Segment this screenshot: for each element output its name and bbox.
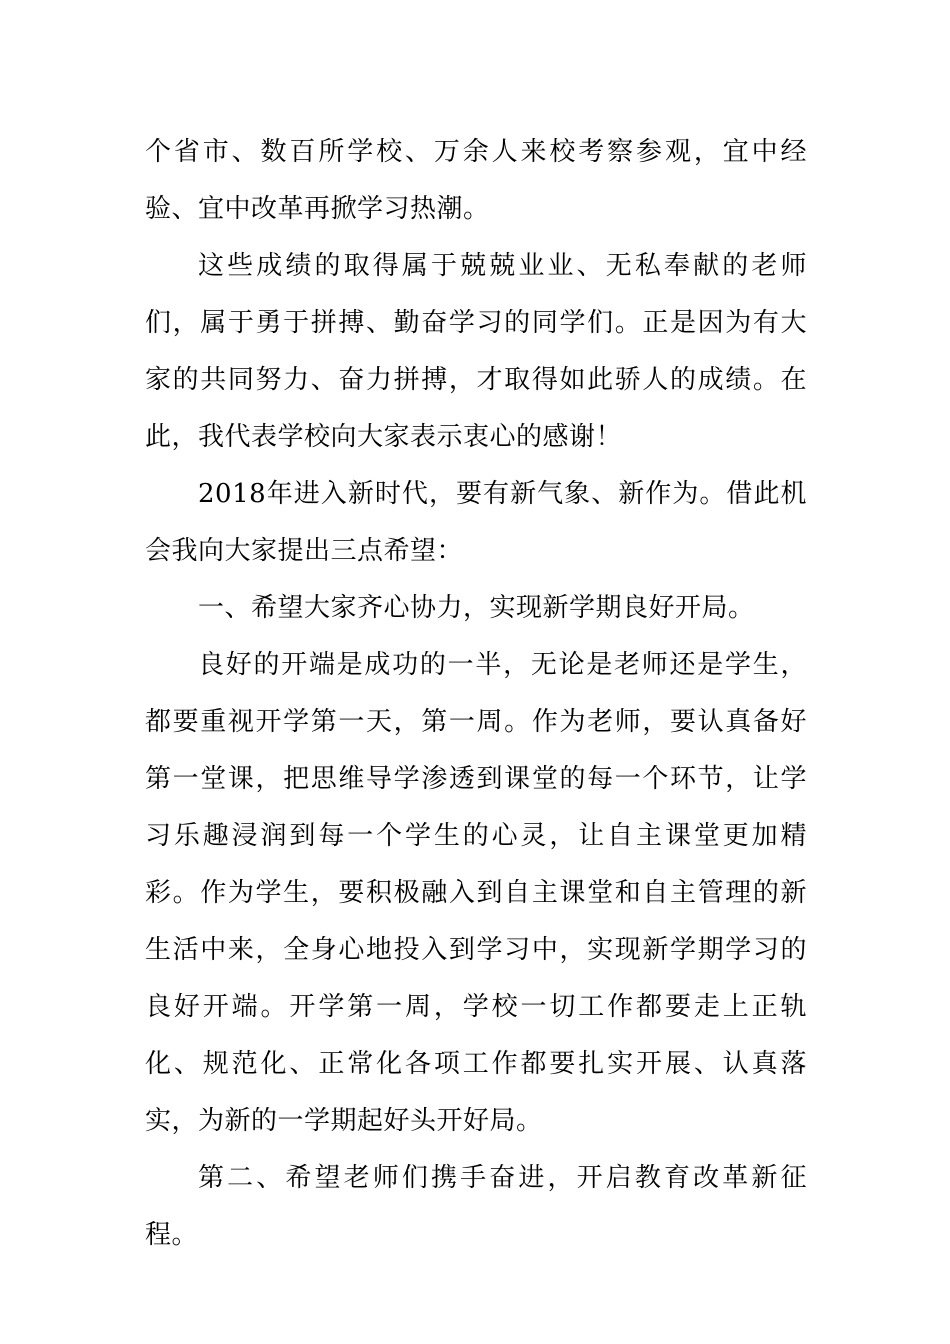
paragraph-6: 第二、希望老师们携手奋进，开启教育改革新征程。	[145, 1163, 807, 1250]
paragraph-3: 2018年进入新时代，要有新气象、新作为。借此机会我向大家提出三点希望：	[145, 479, 807, 566]
document-body	[145, 124, 807, 1264]
paragraph-2: 这些成绩的取得属于兢兢业业、无私奉献的老师们，属于勇于拼搏、勤奋学习的同学们。正是因为有大家的共同努力、奋力拼搏，才取得如此骄人的成绩。在此，我代表学校向大家表示衷心的感谢！	[145, 251, 807, 452]
paragraph-1: 个省市、数百所学校、万余人来校考察参观，宜中经验、宜中改革再掀学习热潮。	[145, 137, 807, 224]
paragraph-5: 良好的开端是成功的一半，无论是老师还是学生，都要重视开学第一天，第一周。作为老师，要认真备好第一堂课，把思维导学渗透到课堂的每一个环节，让学习乐趣浸润到每一个学生的心灵，让自主课堂更加精彩。作为学生，要积极融入到自主课堂和自主管理的新生活中来，全身心地投入到学习中，实现新学期学习的良好开端。开学第一周，学校一切工作都要走上正轨化、规范化、正常化各项工作都要扎实开展、认真落实，为新的一学期起好头开好局。	[145, 650, 807, 1136]
paragraph-4: 一、希望大家齐心协力，实现新学期良好开局。	[198, 593, 755, 623]
